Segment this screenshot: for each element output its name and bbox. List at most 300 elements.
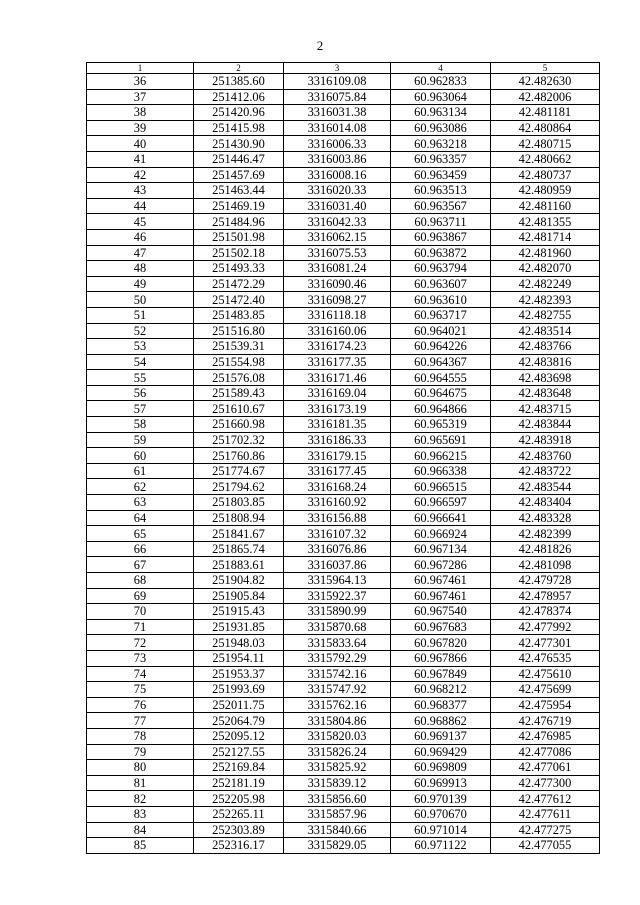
table-row bbox=[87, 744, 600, 760]
point-number-cell: 58 bbox=[87, 417, 194, 433]
table-row bbox=[87, 183, 600, 199]
longitude-cell: 42.477611 bbox=[491, 806, 600, 822]
x-coordinate-cell: 251865.74 bbox=[194, 541, 284, 557]
longitude-cell: 42.483715 bbox=[491, 401, 600, 417]
table-row bbox=[87, 105, 600, 121]
latitude-cell: 60.964866 bbox=[391, 401, 491, 417]
y-coordinate-cell: 3316075.53 bbox=[284, 245, 391, 261]
y-coordinate-cell: 3316177.35 bbox=[284, 354, 391, 370]
latitude-cell: 60.963218 bbox=[391, 136, 491, 152]
latitude-cell: 60.966641 bbox=[391, 510, 491, 526]
x-coordinate-cell: 251954.11 bbox=[194, 650, 284, 666]
table-row bbox=[87, 479, 600, 495]
latitude-cell: 60.963867 bbox=[391, 229, 491, 245]
point-number-cell: 40 bbox=[87, 136, 194, 152]
x-coordinate-cell: 251412.06 bbox=[194, 89, 284, 105]
x-coordinate-cell: 251484.96 bbox=[194, 214, 284, 230]
point-number-cell: 62 bbox=[87, 479, 194, 495]
longitude-cell: 42.478957 bbox=[491, 588, 600, 604]
longitude-cell: 42.478374 bbox=[491, 604, 600, 620]
y-coordinate-cell: 3316107.32 bbox=[284, 526, 391, 542]
longitude-cell: 42.483722 bbox=[491, 463, 600, 479]
point-number-cell: 71 bbox=[87, 619, 194, 635]
table-row bbox=[87, 822, 600, 838]
y-coordinate-cell: 3316118.18 bbox=[284, 307, 391, 323]
latitude-cell: 60.963513 bbox=[391, 183, 491, 199]
longitude-cell: 42.480737 bbox=[491, 167, 600, 183]
point-number-cell: 52 bbox=[87, 323, 194, 339]
table-row bbox=[87, 682, 600, 698]
x-coordinate-cell: 251841.67 bbox=[194, 526, 284, 542]
table-row bbox=[87, 401, 600, 417]
longitude-cell: 42.479728 bbox=[491, 573, 600, 589]
point-number-cell: 82 bbox=[87, 791, 194, 807]
latitude-cell: 60.963711 bbox=[391, 214, 491, 230]
x-coordinate-cell: 252064.79 bbox=[194, 713, 284, 729]
point-number-cell: 75 bbox=[87, 682, 194, 698]
x-coordinate-cell: 251660.98 bbox=[194, 417, 284, 433]
table-row bbox=[87, 292, 600, 308]
point-number-cell: 74 bbox=[87, 666, 194, 682]
latitude-cell: 60.967461 bbox=[391, 573, 491, 589]
longitude-cell: 42.481098 bbox=[491, 557, 600, 573]
longitude-cell: 42.483544 bbox=[491, 479, 600, 495]
point-number-cell: 53 bbox=[87, 339, 194, 355]
latitude-cell: 60.967286 bbox=[391, 557, 491, 573]
table-row bbox=[87, 728, 600, 744]
point-number-cell: 51 bbox=[87, 307, 194, 323]
latitude-cell: 60.966515 bbox=[391, 479, 491, 495]
longitude-cell: 42.481714 bbox=[491, 229, 600, 245]
x-coordinate-cell: 251539.31 bbox=[194, 339, 284, 355]
longitude-cell: 42.482755 bbox=[491, 307, 600, 323]
latitude-cell: 60.963872 bbox=[391, 245, 491, 261]
table-row bbox=[87, 432, 600, 448]
x-coordinate-cell: 251501.98 bbox=[194, 229, 284, 245]
x-coordinate-cell: 251948.03 bbox=[194, 635, 284, 651]
column-header-4: 4 bbox=[391, 63, 491, 74]
point-number-cell: 76 bbox=[87, 697, 194, 713]
point-number-cell: 80 bbox=[87, 760, 194, 776]
table-row bbox=[87, 120, 600, 136]
point-number-cell: 50 bbox=[87, 292, 194, 308]
latitude-cell: 60.968212 bbox=[391, 682, 491, 698]
y-coordinate-cell: 3316008.16 bbox=[284, 167, 391, 183]
x-coordinate-cell: 252265.11 bbox=[194, 806, 284, 822]
x-coordinate-cell: 251516.80 bbox=[194, 323, 284, 339]
y-coordinate-cell: 3315857.96 bbox=[284, 806, 391, 822]
x-coordinate-cell: 251883.61 bbox=[194, 557, 284, 573]
table-row bbox=[87, 448, 600, 464]
y-coordinate-cell: 3316171.46 bbox=[284, 370, 391, 386]
table-row bbox=[87, 838, 600, 854]
longitude-cell: 42.477992 bbox=[491, 619, 600, 635]
longitude-cell: 42.482630 bbox=[491, 74, 600, 90]
y-coordinate-cell: 3316156.88 bbox=[284, 510, 391, 526]
x-coordinate-cell: 251803.85 bbox=[194, 495, 284, 511]
point-number-cell: 47 bbox=[87, 245, 194, 261]
y-coordinate-cell: 3315839.12 bbox=[284, 775, 391, 791]
x-coordinate-cell: 251420.96 bbox=[194, 105, 284, 121]
table-row bbox=[87, 588, 600, 604]
x-coordinate-cell: 252095.12 bbox=[194, 728, 284, 744]
column-header-5: 5 bbox=[491, 63, 600, 74]
table-row bbox=[87, 167, 600, 183]
y-coordinate-cell: 3315792.29 bbox=[284, 650, 391, 666]
point-number-cell: 45 bbox=[87, 214, 194, 230]
y-coordinate-cell: 3315870.68 bbox=[284, 619, 391, 635]
latitude-cell: 60.968862 bbox=[391, 713, 491, 729]
longitude-cell: 42.477612 bbox=[491, 791, 600, 807]
point-number-cell: 55 bbox=[87, 370, 194, 386]
point-number-cell: 84 bbox=[87, 822, 194, 838]
point-number-cell: 83 bbox=[87, 806, 194, 822]
latitude-cell: 60.967866 bbox=[391, 650, 491, 666]
y-coordinate-cell: 3316081.24 bbox=[284, 261, 391, 277]
point-number-cell: 78 bbox=[87, 728, 194, 744]
column-header-2: 2 bbox=[194, 63, 284, 74]
latitude-cell: 60.963357 bbox=[391, 151, 491, 167]
y-coordinate-cell: 3315762.16 bbox=[284, 697, 391, 713]
latitude-cell: 60.963086 bbox=[391, 120, 491, 136]
longitude-cell: 42.482393 bbox=[491, 292, 600, 308]
table-row bbox=[87, 89, 600, 105]
longitude-cell: 42.476719 bbox=[491, 713, 600, 729]
y-coordinate-cell: 3316169.04 bbox=[284, 385, 391, 401]
point-number-cell: 37 bbox=[87, 89, 194, 105]
x-coordinate-cell: 251483.85 bbox=[194, 307, 284, 323]
y-coordinate-cell: 3316003.86 bbox=[284, 151, 391, 167]
y-coordinate-cell: 3316090.46 bbox=[284, 276, 391, 292]
y-coordinate-cell: 3315840.66 bbox=[284, 822, 391, 838]
latitude-cell: 60.965691 bbox=[391, 432, 491, 448]
x-coordinate-cell: 251953.37 bbox=[194, 666, 284, 682]
x-coordinate-cell: 251502.18 bbox=[194, 245, 284, 261]
y-coordinate-cell: 3316075.84 bbox=[284, 89, 391, 105]
point-number-cell: 77 bbox=[87, 713, 194, 729]
x-coordinate-cell: 251576.08 bbox=[194, 370, 284, 386]
y-coordinate-cell: 3315964.13 bbox=[284, 573, 391, 589]
point-number-cell: 56 bbox=[87, 385, 194, 401]
latitude-cell: 60.963794 bbox=[391, 261, 491, 277]
point-number-cell: 68 bbox=[87, 573, 194, 589]
point-number-cell: 69 bbox=[87, 588, 194, 604]
table-row bbox=[87, 697, 600, 713]
x-coordinate-cell: 252011.75 bbox=[194, 697, 284, 713]
table-row bbox=[87, 229, 600, 245]
point-number-cell: 63 bbox=[87, 495, 194, 511]
longitude-cell: 42.481960 bbox=[491, 245, 600, 261]
point-number-cell: 57 bbox=[87, 401, 194, 417]
x-coordinate-cell: 251760.86 bbox=[194, 448, 284, 464]
x-coordinate-cell: 252181.19 bbox=[194, 775, 284, 791]
table-row bbox=[87, 573, 600, 589]
x-coordinate-cell: 251493.33 bbox=[194, 261, 284, 277]
longitude-cell: 42.476985 bbox=[491, 728, 600, 744]
x-coordinate-cell: 251554.98 bbox=[194, 354, 284, 370]
table-row bbox=[87, 806, 600, 822]
table-row bbox=[87, 385, 600, 401]
latitude-cell: 60.964555 bbox=[391, 370, 491, 386]
longitude-cell: 42.477275 bbox=[491, 822, 600, 838]
latitude-cell: 60.967820 bbox=[391, 635, 491, 651]
y-coordinate-cell: 3316109.08 bbox=[284, 74, 391, 90]
y-coordinate-cell: 3315747.92 bbox=[284, 682, 391, 698]
table-row bbox=[87, 354, 600, 370]
header-row bbox=[87, 63, 600, 74]
point-number-cell: 65 bbox=[87, 526, 194, 542]
longitude-cell: 42.481160 bbox=[491, 198, 600, 214]
longitude-cell: 42.481355 bbox=[491, 214, 600, 230]
latitude-cell: 60.963717 bbox=[391, 307, 491, 323]
point-number-cell: 64 bbox=[87, 510, 194, 526]
latitude-cell: 60.968377 bbox=[391, 697, 491, 713]
y-coordinate-cell: 3316179.15 bbox=[284, 448, 391, 464]
x-coordinate-cell: 251702.32 bbox=[194, 432, 284, 448]
x-coordinate-cell: 251472.40 bbox=[194, 292, 284, 308]
x-coordinate-cell: 251808.94 bbox=[194, 510, 284, 526]
table-row bbox=[87, 791, 600, 807]
longitude-cell: 42.477301 bbox=[491, 635, 600, 651]
table-row bbox=[87, 557, 600, 573]
y-coordinate-cell: 3316031.40 bbox=[284, 198, 391, 214]
y-coordinate-cell: 3315890.99 bbox=[284, 604, 391, 620]
y-coordinate-cell: 3316160.92 bbox=[284, 495, 391, 511]
longitude-cell: 42.480959 bbox=[491, 183, 600, 199]
point-number-cell: 81 bbox=[87, 775, 194, 791]
longitude-cell: 42.483514 bbox=[491, 323, 600, 339]
x-coordinate-cell: 252316.17 bbox=[194, 838, 284, 854]
table-row bbox=[87, 307, 600, 323]
longitude-cell: 42.483766 bbox=[491, 339, 600, 355]
table-row bbox=[87, 261, 600, 277]
x-coordinate-cell: 251463.44 bbox=[194, 183, 284, 199]
table-row bbox=[87, 339, 600, 355]
latitude-cell: 60.966924 bbox=[391, 526, 491, 542]
y-coordinate-cell: 3315826.24 bbox=[284, 744, 391, 760]
y-coordinate-cell: 3316042.33 bbox=[284, 214, 391, 230]
y-coordinate-cell: 3315825.92 bbox=[284, 760, 391, 776]
latitude-cell: 60.965319 bbox=[391, 417, 491, 433]
point-number-cell: 54 bbox=[87, 354, 194, 370]
y-coordinate-cell: 3315922.37 bbox=[284, 588, 391, 604]
y-coordinate-cell: 3316098.27 bbox=[284, 292, 391, 308]
longitude-cell: 42.483760 bbox=[491, 448, 600, 464]
latitude-cell: 60.971122 bbox=[391, 838, 491, 854]
x-coordinate-cell: 251610.67 bbox=[194, 401, 284, 417]
y-coordinate-cell: 3316037.86 bbox=[284, 557, 391, 573]
y-coordinate-cell: 3316031.38 bbox=[284, 105, 391, 121]
y-coordinate-cell: 3316181.35 bbox=[284, 417, 391, 433]
latitude-cell: 60.963567 bbox=[391, 198, 491, 214]
x-coordinate-cell: 251931.85 bbox=[194, 619, 284, 635]
latitude-cell: 60.967461 bbox=[391, 588, 491, 604]
latitude-cell: 60.966338 bbox=[391, 463, 491, 479]
longitude-cell: 42.477300 bbox=[491, 775, 600, 791]
y-coordinate-cell: 3316006.33 bbox=[284, 136, 391, 152]
latitude-cell: 60.964226 bbox=[391, 339, 491, 355]
x-coordinate-cell: 252169.84 bbox=[194, 760, 284, 776]
y-coordinate-cell: 3315856.60 bbox=[284, 791, 391, 807]
y-coordinate-cell: 3316014.08 bbox=[284, 120, 391, 136]
table-row bbox=[87, 198, 600, 214]
table-row bbox=[87, 510, 600, 526]
table-row bbox=[87, 463, 600, 479]
latitude-cell: 60.962833 bbox=[391, 74, 491, 90]
longitude-cell: 42.475699 bbox=[491, 682, 600, 698]
point-number-cell: 66 bbox=[87, 541, 194, 557]
latitude-cell: 60.967134 bbox=[391, 541, 491, 557]
longitude-cell: 42.483918 bbox=[491, 432, 600, 448]
latitude-cell: 60.967683 bbox=[391, 619, 491, 635]
y-coordinate-cell: 3316020.33 bbox=[284, 183, 391, 199]
table-row bbox=[87, 666, 600, 682]
latitude-cell: 60.967849 bbox=[391, 666, 491, 682]
table-header bbox=[87, 63, 600, 74]
longitude-cell: 42.483844 bbox=[491, 417, 600, 433]
y-coordinate-cell: 3315742.16 bbox=[284, 666, 391, 682]
latitude-cell: 60.963607 bbox=[391, 276, 491, 292]
longitude-cell: 42.481181 bbox=[491, 105, 600, 121]
point-number-cell: 73 bbox=[87, 650, 194, 666]
x-coordinate-cell: 251774.67 bbox=[194, 463, 284, 479]
x-coordinate-cell: 251915.43 bbox=[194, 604, 284, 620]
table-row bbox=[87, 214, 600, 230]
point-number-cell: 38 bbox=[87, 105, 194, 121]
x-coordinate-cell: 251446.47 bbox=[194, 151, 284, 167]
longitude-cell: 42.482249 bbox=[491, 276, 600, 292]
table-row bbox=[87, 713, 600, 729]
longitude-cell: 42.475610 bbox=[491, 666, 600, 682]
y-coordinate-cell: 3316076.86 bbox=[284, 541, 391, 557]
y-coordinate-cell: 3316186.33 bbox=[284, 432, 391, 448]
point-number-cell: 36 bbox=[87, 74, 194, 90]
longitude-cell: 42.483648 bbox=[491, 385, 600, 401]
latitude-cell: 60.964675 bbox=[391, 385, 491, 401]
point-number-cell: 44 bbox=[87, 198, 194, 214]
x-coordinate-cell: 251904.82 bbox=[194, 573, 284, 589]
table-row bbox=[87, 604, 600, 620]
table-row bbox=[87, 370, 600, 386]
point-number-cell: 39 bbox=[87, 120, 194, 136]
longitude-cell: 42.480864 bbox=[491, 120, 600, 136]
point-number-cell: 46 bbox=[87, 229, 194, 245]
point-number-cell: 79 bbox=[87, 744, 194, 760]
longitude-cell: 42.483404 bbox=[491, 495, 600, 511]
coordinates-table bbox=[86, 62, 600, 854]
y-coordinate-cell: 3316174.23 bbox=[284, 339, 391, 355]
longitude-cell: 42.482006 bbox=[491, 89, 600, 105]
longitude-cell: 42.480715 bbox=[491, 136, 600, 152]
longitude-cell: 42.482399 bbox=[491, 526, 600, 542]
longitude-cell: 42.483328 bbox=[491, 510, 600, 526]
table-row bbox=[87, 775, 600, 791]
table-row bbox=[87, 151, 600, 167]
point-number-cell: 49 bbox=[87, 276, 194, 292]
y-coordinate-cell: 3316160.06 bbox=[284, 323, 391, 339]
latitude-cell: 60.970670 bbox=[391, 806, 491, 822]
longitude-cell: 42.481826 bbox=[491, 541, 600, 557]
column-header-1: 1 bbox=[87, 63, 194, 74]
y-coordinate-cell: 3316173.19 bbox=[284, 401, 391, 417]
table-row bbox=[87, 74, 600, 90]
table-row bbox=[87, 323, 600, 339]
x-coordinate-cell: 251415.98 bbox=[194, 120, 284, 136]
longitude-cell: 42.475954 bbox=[491, 697, 600, 713]
x-coordinate-cell: 251905.84 bbox=[194, 588, 284, 604]
y-coordinate-cell: 3315820.03 bbox=[284, 728, 391, 744]
longitude-cell: 42.477055 bbox=[491, 838, 600, 854]
latitude-cell: 60.966597 bbox=[391, 495, 491, 511]
point-number-cell: 41 bbox=[87, 151, 194, 167]
point-number-cell: 42 bbox=[87, 167, 194, 183]
table-row bbox=[87, 136, 600, 152]
latitude-cell: 60.967540 bbox=[391, 604, 491, 620]
latitude-cell: 60.963064 bbox=[391, 89, 491, 105]
latitude-cell: 60.963610 bbox=[391, 292, 491, 308]
table-row bbox=[87, 276, 600, 292]
y-coordinate-cell: 3316168.24 bbox=[284, 479, 391, 495]
x-coordinate-cell: 251385.60 bbox=[194, 74, 284, 90]
table-row bbox=[87, 760, 600, 776]
longitude-cell: 42.477061 bbox=[491, 760, 600, 776]
table-body bbox=[87, 74, 600, 854]
latitude-cell: 60.969429 bbox=[391, 744, 491, 760]
y-coordinate-cell: 3315804.86 bbox=[284, 713, 391, 729]
latitude-cell: 60.969913 bbox=[391, 775, 491, 791]
point-number-cell: 59 bbox=[87, 432, 194, 448]
latitude-cell: 60.969809 bbox=[391, 760, 491, 776]
latitude-cell: 60.969137 bbox=[391, 728, 491, 744]
x-coordinate-cell: 251472.29 bbox=[194, 276, 284, 292]
y-coordinate-cell: 3315833.64 bbox=[284, 635, 391, 651]
latitude-cell: 60.966215 bbox=[391, 448, 491, 464]
point-number-cell: 72 bbox=[87, 635, 194, 651]
latitude-cell: 60.963134 bbox=[391, 105, 491, 121]
longitude-cell: 42.483816 bbox=[491, 354, 600, 370]
point-number-cell: 85 bbox=[87, 838, 194, 854]
table-row bbox=[87, 635, 600, 651]
point-number-cell: 61 bbox=[87, 463, 194, 479]
latitude-cell: 60.971014 bbox=[391, 822, 491, 838]
x-coordinate-cell: 252205.98 bbox=[194, 791, 284, 807]
table-row bbox=[87, 526, 600, 542]
table-row bbox=[87, 619, 600, 635]
x-coordinate-cell: 251589.43 bbox=[194, 385, 284, 401]
longitude-cell: 42.480662 bbox=[491, 151, 600, 167]
longitude-cell: 42.482070 bbox=[491, 261, 600, 277]
longitude-cell: 42.476535 bbox=[491, 650, 600, 666]
point-number-cell: 43 bbox=[87, 183, 194, 199]
x-coordinate-cell: 251469.19 bbox=[194, 198, 284, 214]
latitude-cell: 60.963459 bbox=[391, 167, 491, 183]
x-coordinate-cell: 252127.55 bbox=[194, 744, 284, 760]
latitude-cell: 60.970139 bbox=[391, 791, 491, 807]
x-coordinate-cell: 252303.89 bbox=[194, 822, 284, 838]
point-number-cell: 48 bbox=[87, 261, 194, 277]
latitude-cell: 60.964021 bbox=[391, 323, 491, 339]
latitude-cell: 60.964367 bbox=[391, 354, 491, 370]
table-row bbox=[87, 650, 600, 666]
point-number-cell: 70 bbox=[87, 604, 194, 620]
table-row bbox=[87, 495, 600, 511]
x-coordinate-cell: 251430.90 bbox=[194, 136, 284, 152]
table-row bbox=[87, 417, 600, 433]
point-number-cell: 60 bbox=[87, 448, 194, 464]
longitude-cell: 42.477086 bbox=[491, 744, 600, 760]
column-header-3: 3 bbox=[284, 63, 391, 74]
point-number-cell: 67 bbox=[87, 557, 194, 573]
